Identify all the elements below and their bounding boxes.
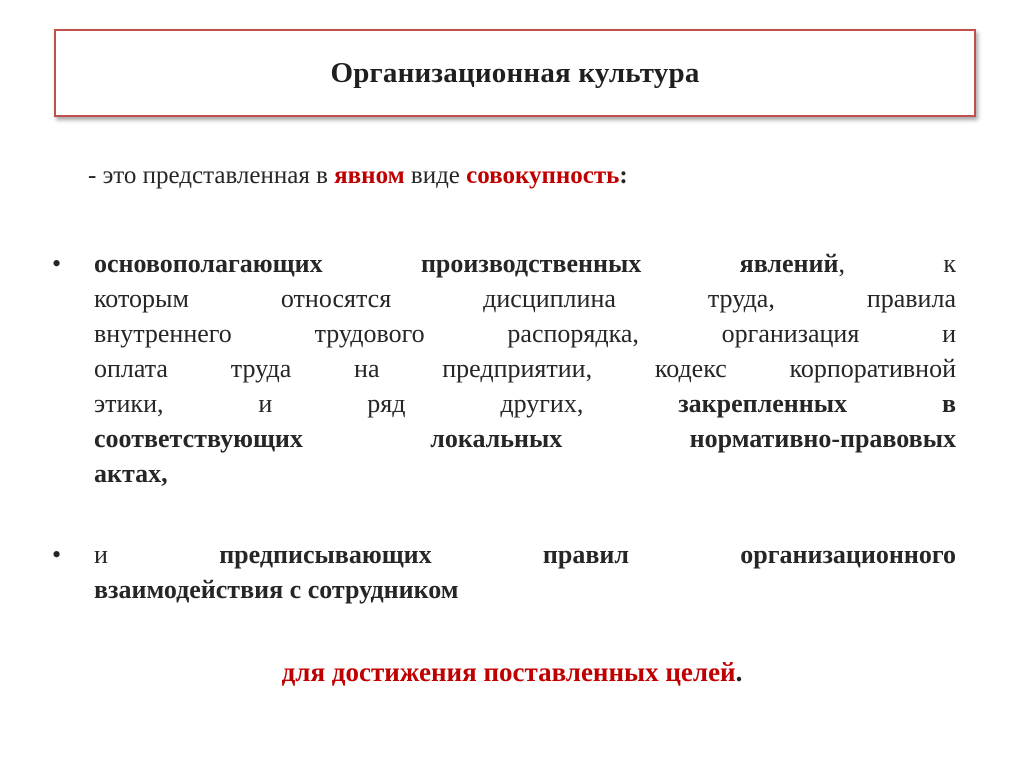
intro-highlight-explicit: явном: [334, 162, 405, 189]
bullet-item-rules: [52, 537, 956, 607]
intro-line: [88, 162, 628, 190]
bullet1-line5: этики, и ряд других, закрепленных в: [94, 389, 956, 418]
bullet2-line1: и предписывающих правил организационного: [94, 540, 956, 569]
intro-prefix: - это представленная в: [88, 162, 335, 189]
bullet1-line2: которым относятся дисциплина труда, правила: [94, 284, 956, 313]
slide-title: Организационная культура: [330, 56, 700, 89]
bullet1-line1: основополагающих производственных явлений, к: [94, 249, 956, 278]
bullet-dot-icon: •: [52, 540, 62, 569]
closing-text: для достижения поставленных целей: [281, 657, 736, 687]
bullet1-line4: оплата труда на предприятии, кодекс корпоративной: [94, 354, 956, 383]
bullet2-line2: взаимодействия с сотрудником: [94, 575, 459, 604]
closing-statement: [0, 657, 1024, 688]
intro-colon: :: [619, 162, 628, 189]
closing-period: .: [735, 657, 743, 687]
bullet-item-phenomena: [52, 246, 956, 491]
bullet1-line3: внутреннего трудового распорядка, организация и: [94, 319, 956, 348]
title-box: [54, 29, 976, 117]
bullet-list: [52, 246, 956, 607]
intro-highlight-totality: совокупность: [466, 162, 620, 189]
intro-middle: виде: [404, 162, 467, 189]
bullet-dot-icon: •: [52, 249, 62, 278]
bullet1-line7: актах,: [94, 459, 168, 488]
bullet1-line6: соответствующих локальных нормативно-правовых: [94, 424, 956, 453]
